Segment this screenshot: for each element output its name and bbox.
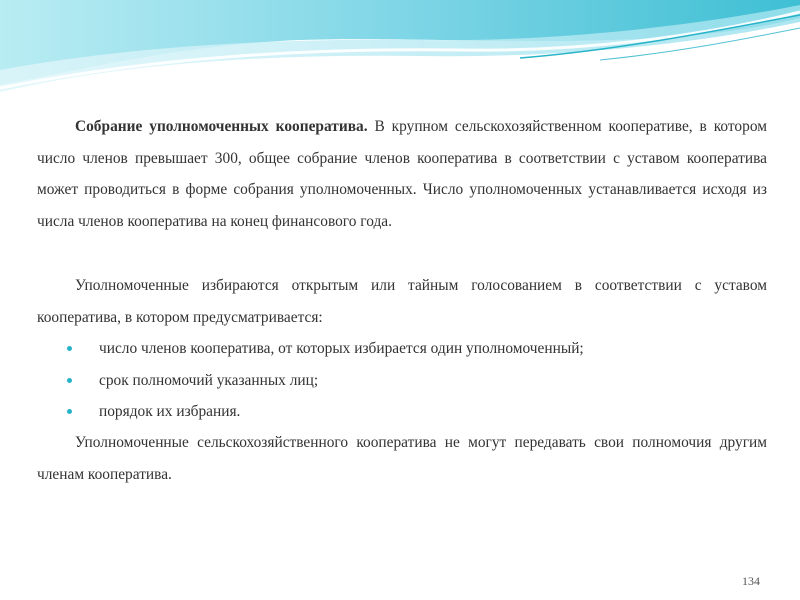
paragraph-delegates-meeting <box>37 111 767 237</box>
bullet-icon <box>67 378 72 383</box>
bullet-list <box>37 333 767 428</box>
bullet-icon <box>67 409 72 414</box>
list-item-text: число членов кооператива, от которых избирается один уполномоченный; <box>99 340 584 357</box>
paragraph-bold-lead: Собрание уполномоченных кооператива. <box>75 118 368 135</box>
paragraph-body: В крупном сельскохозяйственном кооперативе, в котором число членов превышает 300, общее собрание членов кооператива в соответствии с уставом кооператива может проводиться в форме собрания уполномоченных. Число уполномоченных устанавливается исходя из числа членов кооператива на конец финансового года. <box>37 118 767 230</box>
list-item <box>37 333 767 365</box>
page-number: 134 <box>742 574 760 588</box>
paragraph-no-transfer: Уполномоченные сельскохозяйственного кооператива не могут передавать свои полномочия другим членам кооператива. <box>37 434 767 483</box>
list-item <box>37 365 767 397</box>
list-item <box>37 396 767 428</box>
bullet-icon <box>67 346 72 351</box>
paragraph-election-method: Уполномоченные избираются открытым или тайным голосованием в соответствии с уставом кооператива, в котором предусматривается: <box>37 277 767 326</box>
list-item-text: порядок их избрания. <box>99 403 241 421</box>
list-item-text: срок полномочий указанных лиц; <box>99 371 319 389</box>
